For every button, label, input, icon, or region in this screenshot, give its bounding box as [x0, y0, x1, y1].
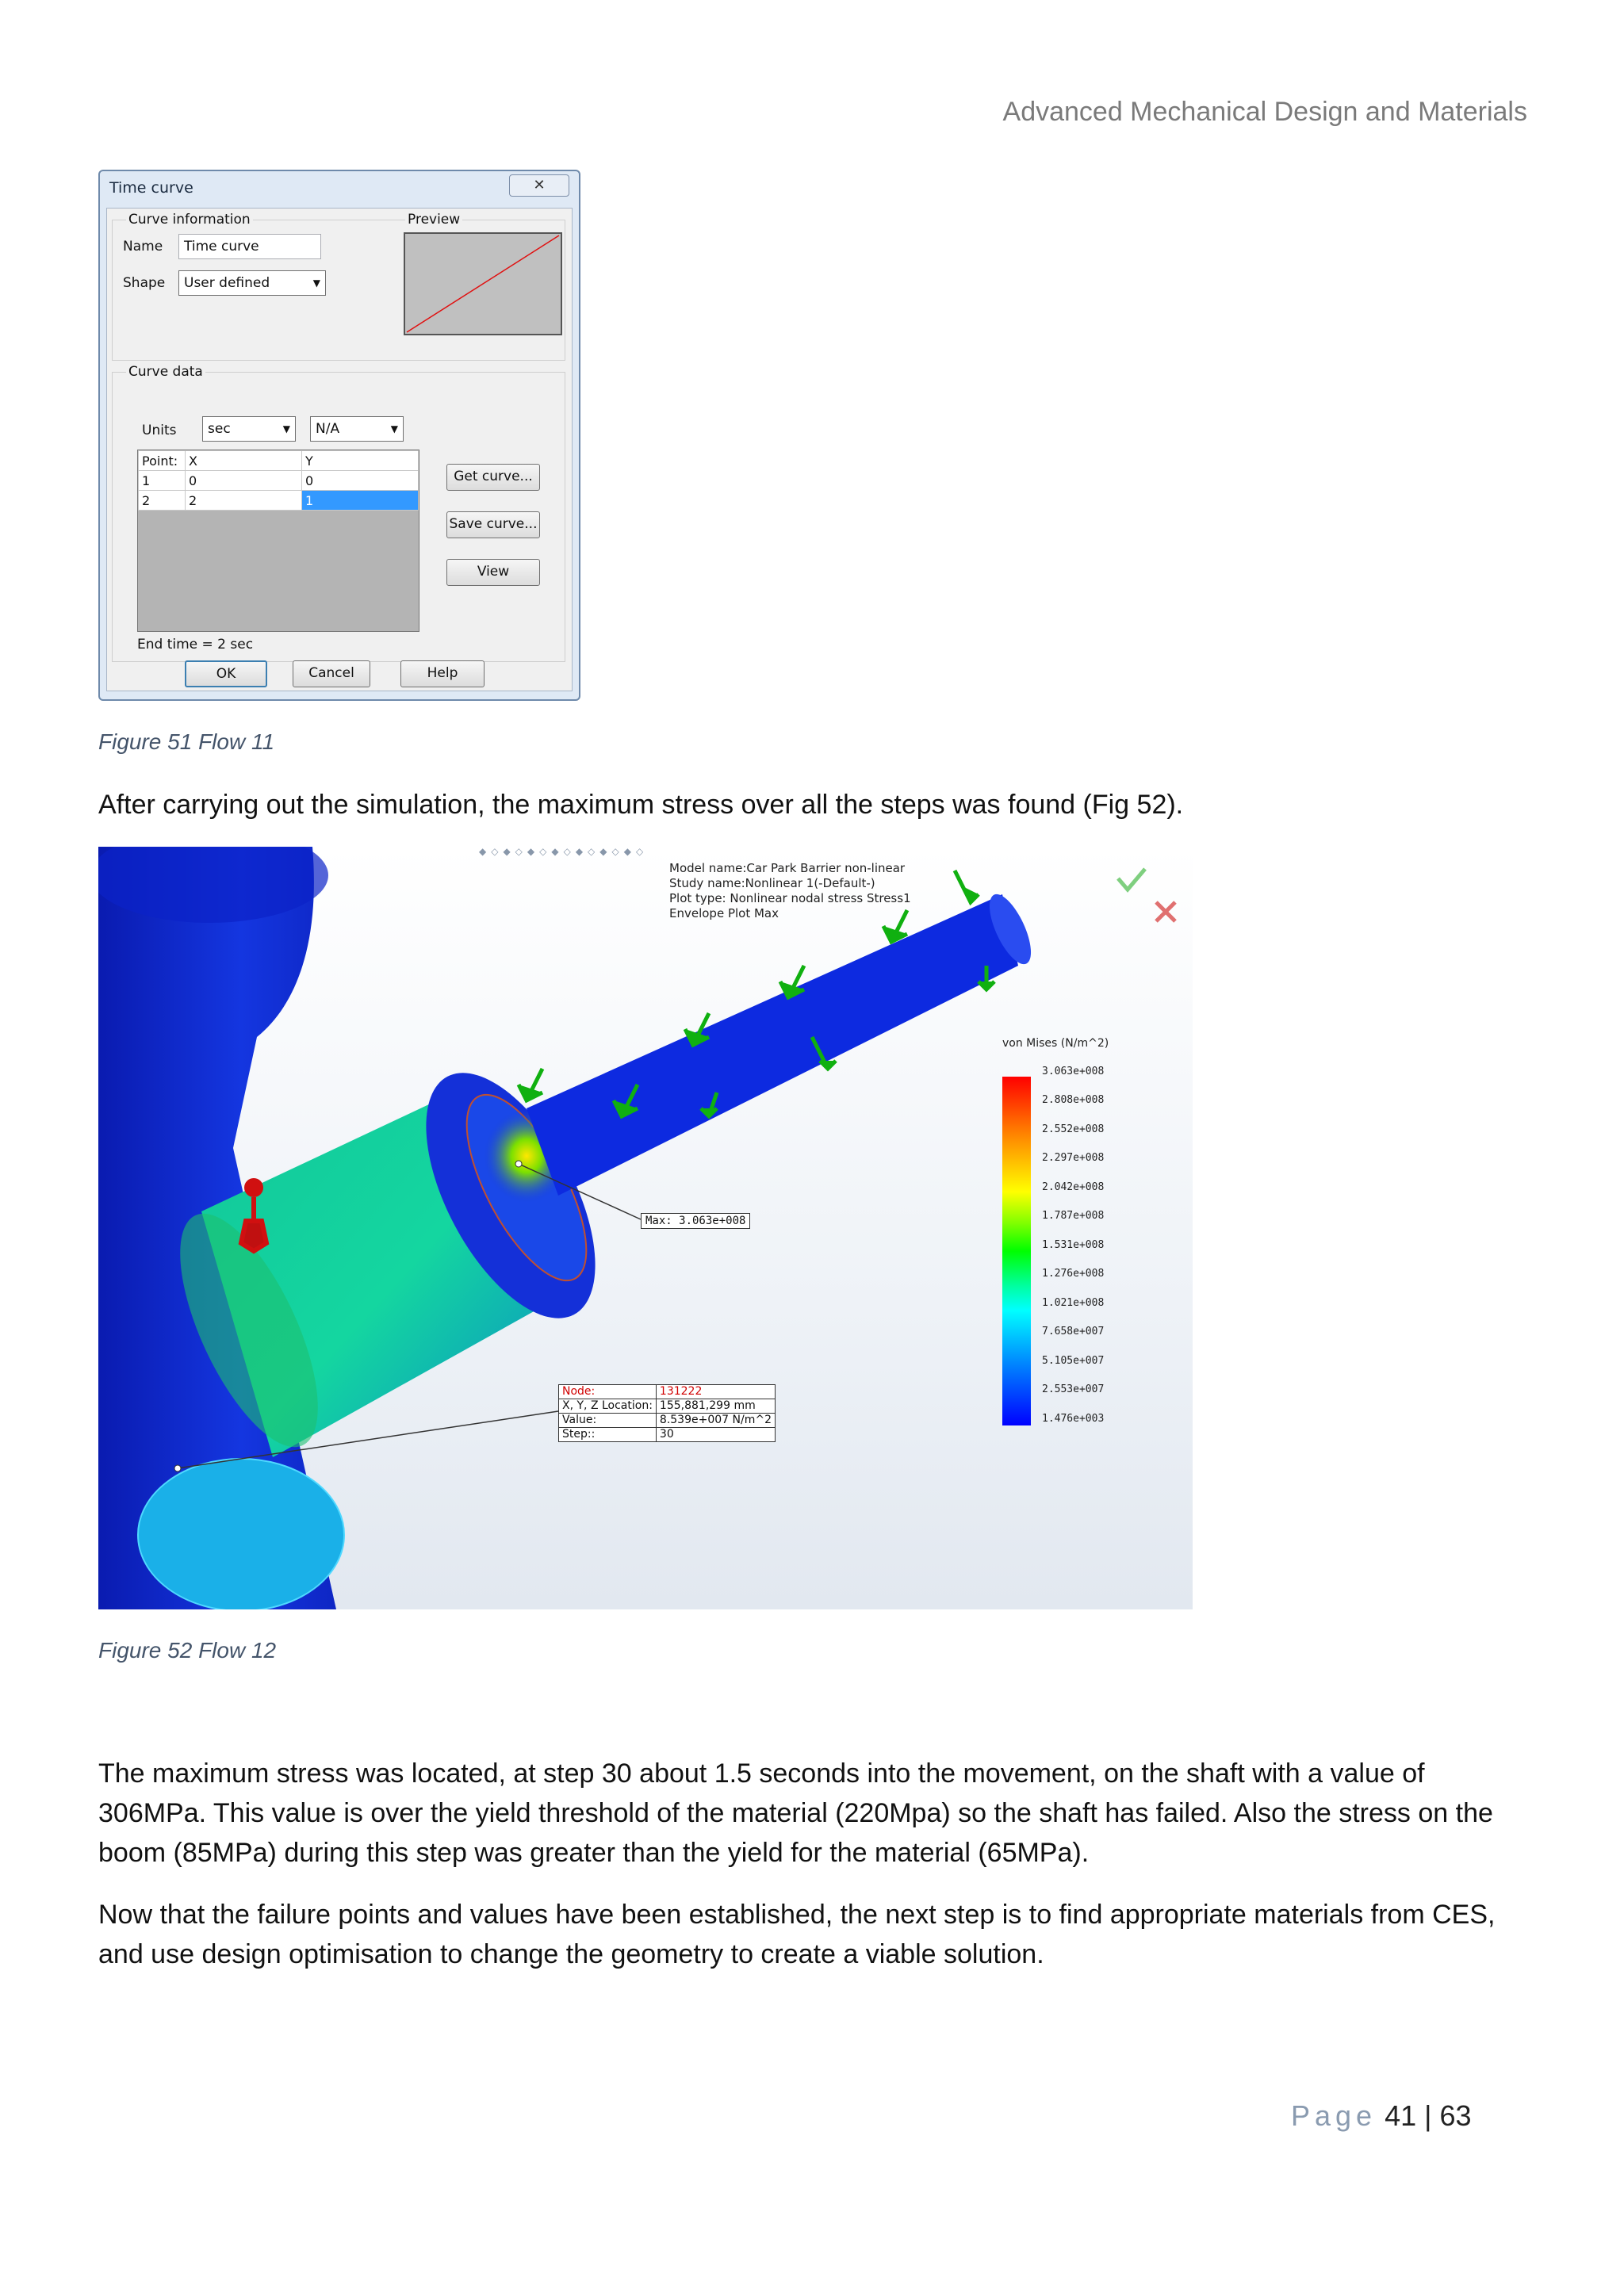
units-label: Units [142, 423, 177, 438]
preview-curve-line [407, 235, 559, 332]
curve-data-grid[interactable] [137, 450, 419, 632]
curve-info-label: Curve information [126, 212, 253, 228]
column-header-y: Y [302, 451, 419, 471]
end-time-label: End time = 2 sec [137, 637, 254, 652]
column-header-point: Point: [139, 451, 186, 471]
probe-result-table [558, 1384, 776, 1442]
preview-label: Preview [405, 212, 462, 228]
table-row [559, 1385, 776, 1399]
legend-label: 1.787e+008 [1042, 1210, 1105, 1222]
figure-52-caption: Figure 52 Flow 12 [98, 1638, 277, 1663]
legend-label: 1.021e+008 [1042, 1297, 1105, 1309]
figure-51-caption: Figure 51 Flow 11 [98, 729, 275, 754]
shape-label: Shape [123, 275, 166, 291]
units-x-select[interactable] [202, 416, 296, 442]
probe-location-value: 155,881,299 mm [656, 1399, 775, 1414]
close-icon[interactable]: ✕ [509, 174, 569, 197]
info-model-name: Model name:Car Park Barrier non-linear [669, 861, 906, 875]
table-cell-x[interactable]: 0 [186, 471, 302, 491]
column-header-x: X [186, 451, 302, 471]
fea-stress-plot [98, 847, 1193, 1609]
post-bottom-opening [138, 1459, 344, 1609]
info-plot-type: Plot type: Nonlinear nodal stress Stress1 [669, 891, 911, 905]
shape-select[interactable] [178, 270, 326, 296]
name-label: Name [123, 239, 163, 254]
curve-data-table [138, 450, 419, 511]
table-row [559, 1414, 776, 1428]
table-header-row [139, 451, 419, 471]
legend-label: 2.552e+008 [1042, 1123, 1105, 1135]
shape-select-value: User defined [184, 275, 270, 291]
chevron-down-icon: ▼ [390, 423, 398, 434]
legend-label: 5.105e+007 [1042, 1355, 1105, 1367]
legend-label: 1.476e+003 [1042, 1413, 1105, 1425]
plot-info-block [669, 861, 911, 921]
legend-label: 7.658e+007 [1042, 1326, 1105, 1337]
save-curve-button[interactable]: Save curve... [446, 511, 540, 538]
page-word: Page [1291, 2099, 1377, 2132]
name-field[interactable]: Time curve [178, 234, 321, 259]
fixture-marker [244, 1178, 263, 1197]
dialog-body [106, 208, 573, 691]
table-cell-x[interactable]: 2 [186, 491, 302, 511]
table-cell-point[interactable]: 1 [139, 471, 186, 491]
page-number-footer [1291, 2099, 1472, 2133]
table-row [559, 1399, 776, 1414]
probe-node-value: 131222 [656, 1385, 775, 1399]
legend-label: 3.063e+008 [1042, 1066, 1105, 1077]
curve-data-label: Curve data [126, 364, 205, 380]
units-y-select[interactable] [310, 416, 404, 442]
legend-label: 2.553e+007 [1042, 1383, 1105, 1395]
get-curve-button[interactable]: Get curve... [446, 464, 540, 491]
units-x-value: sec [208, 421, 231, 437]
table-row [559, 1428, 776, 1442]
legend-label: 1.531e+008 [1042, 1239, 1105, 1251]
table-row[interactable] [139, 471, 419, 491]
probe-value-value: 8.539e+007 N/m^2 [656, 1414, 775, 1428]
units-y-value: N/A [316, 421, 340, 437]
legend-label: 1.276e+008 [1042, 1268, 1105, 1280]
preview-curve-graph [405, 234, 561, 334]
paragraph-next-steps: Now that the failure points and values have been established, the next step is to find appropriate materials from CES, and use design optimisation to change the geometry to create a viable solution. [98, 1900, 1496, 1969]
chevron-down-icon: ▼ [312, 277, 320, 289]
view-toolbar[interactable]: ◆◇◆◇◆◇◆◇◆◇◆◇◆◇ [479, 847, 649, 857]
max-stress-label: Max: 3.063e+008 [641, 1213, 750, 1229]
probe-step-label: Step:: [559, 1428, 657, 1442]
dialog-title: Time curve [109, 179, 193, 197]
info-study-name: Study name:Nonlinear 1(-Default-) [669, 876, 875, 890]
time-curve-dialog [98, 170, 580, 701]
ok-button[interactable]: OK [185, 660, 267, 687]
table-cell-y-selected[interactable]: 1 [302, 491, 419, 511]
paragraph-results: The maximum stress was located, at step 30 about 1.5 seconds into the movement, on the shaft with a value of 306MPa. This value is over the yield threshold of the material (220Mpa) so the shaft has failed. Also the stress on the boom (85MPa) during this step was greater than the yield for the material (65MPa). [98, 1758, 1493, 1868]
info-envelope: Envelope Plot Max [669, 906, 779, 920]
legend-label: 2.042e+008 [1042, 1181, 1105, 1193]
legend-title: von Mises (N/m^2) [1002, 1037, 1109, 1050]
page-total: 63 [1439, 2099, 1472, 2132]
cancel-button[interactable]: Cancel [293, 660, 370, 687]
probe-node-label: Node: [559, 1385, 657, 1399]
chevron-down-icon: ▼ [282, 423, 290, 434]
curve-preview [404, 232, 562, 335]
view-button[interactable]: View [446, 559, 540, 586]
probe-point [174, 1465, 181, 1471]
probe-location-label: X, Y, Z Location: [559, 1399, 657, 1414]
legend-label: 2.297e+008 [1042, 1152, 1105, 1164]
document-header-title: Advanced Mechanical Design and Materials [1002, 97, 1527, 127]
table-cell-y[interactable]: 0 [302, 471, 419, 491]
page-current: 41 [1385, 2099, 1417, 2132]
page-separator: | [1424, 2099, 1432, 2132]
legend-label: 2.808e+008 [1042, 1094, 1105, 1106]
help-button[interactable]: Help [400, 660, 485, 687]
paragraph-intro: After carrying out the simulation, the maximum stress over all the steps was found (Fig 52). [98, 790, 1184, 820]
probe-value-label: Value: [559, 1414, 657, 1428]
table-row[interactable] [139, 491, 419, 511]
max-point [515, 1161, 522, 1167]
table-cell-point[interactable]: 2 [139, 491, 186, 511]
legend-color-bar [1002, 1077, 1031, 1425]
probe-step-value: 30 [656, 1428, 775, 1442]
